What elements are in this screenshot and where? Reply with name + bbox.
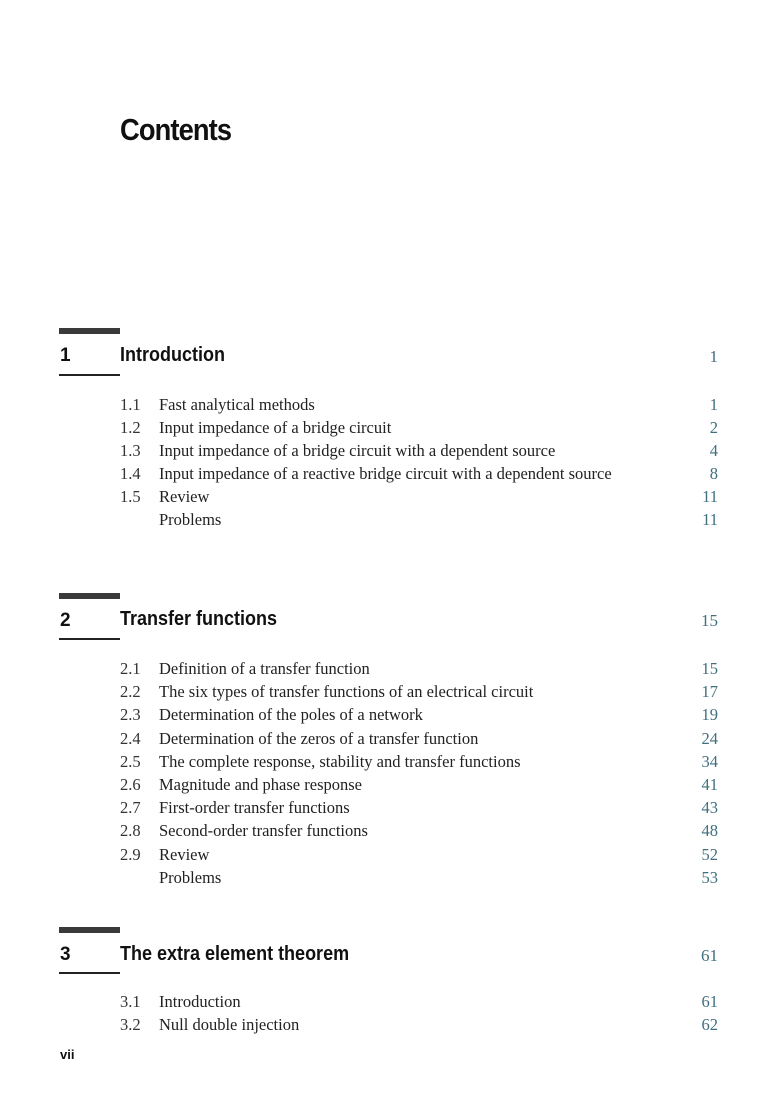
section-page: 15 bbox=[701, 659, 718, 678]
section-number: 2.3 bbox=[120, 705, 141, 724]
section-page: 8 bbox=[709, 464, 718, 483]
section-number: 2.4 bbox=[120, 729, 141, 748]
chapter-bottom-rule bbox=[59, 374, 120, 376]
section-number: 2.1 bbox=[120, 659, 141, 678]
chapter-title[interactable]: Introduction bbox=[120, 344, 225, 366]
section-page: 61 bbox=[701, 992, 718, 1011]
toc-entry[interactable] bbox=[0, 752, 781, 775]
section-page: 52 bbox=[701, 845, 718, 864]
section-number: 1.5 bbox=[120, 487, 141, 506]
section-title: The six types of transfer functions of an electrical circuit bbox=[159, 682, 534, 701]
section-page: 1 bbox=[709, 395, 718, 414]
section-number: 2.6 bbox=[120, 775, 141, 794]
section-page: 19 bbox=[701, 705, 718, 724]
section-number: 1.1 bbox=[120, 395, 141, 414]
chapter-page[interactable]: 15 bbox=[701, 611, 718, 630]
section-number: 2.7 bbox=[120, 798, 141, 817]
section-page: 53 bbox=[701, 868, 718, 887]
section-number: 1.3 bbox=[120, 441, 141, 460]
toc-entry[interactable] bbox=[0, 395, 781, 418]
section-page: 48 bbox=[701, 821, 718, 840]
section-title: Problems bbox=[159, 510, 222, 529]
section-title: Definition of a transfer function bbox=[159, 659, 370, 678]
section-title: Introduction bbox=[159, 992, 241, 1011]
section-title: Fast analytical methods bbox=[159, 395, 315, 414]
toc-entry[interactable] bbox=[0, 510, 781, 533]
section-title: Review bbox=[159, 845, 210, 864]
toc-entry[interactable] bbox=[0, 992, 781, 1015]
section-title: Review bbox=[159, 487, 210, 506]
chapter-top-rule bbox=[59, 927, 120, 933]
toc-entry[interactable] bbox=[0, 418, 781, 441]
chapter-bottom-rule bbox=[59, 638, 120, 640]
section-page: 11 bbox=[702, 510, 718, 529]
section-page: 62 bbox=[701, 1015, 718, 1034]
section-title: Magnitude and phase response bbox=[159, 775, 362, 794]
toc-entry[interactable] bbox=[0, 682, 781, 705]
section-title: Null double injection bbox=[159, 1015, 300, 1034]
section-page: 24 bbox=[701, 729, 718, 748]
section-number: 3.2 bbox=[120, 1015, 141, 1034]
section-title: Second-order transfer functions bbox=[159, 821, 368, 840]
toc-entry[interactable] bbox=[0, 868, 781, 891]
toc-entry[interactable] bbox=[0, 775, 781, 798]
chapter-number: 3 bbox=[60, 944, 71, 965]
chapter-number: 2 bbox=[60, 610, 71, 631]
chapter-page[interactable]: 1 bbox=[709, 347, 718, 366]
section-page: 11 bbox=[702, 487, 718, 506]
section-number: 2.9 bbox=[120, 845, 141, 864]
section-title: Input impedance of a bridge circuit with a dependent source bbox=[159, 441, 556, 460]
toc-entry[interactable] bbox=[0, 845, 781, 868]
toc-entry[interactable] bbox=[0, 798, 781, 821]
section-number: 2.5 bbox=[120, 752, 141, 771]
toc-entry[interactable] bbox=[0, 659, 781, 682]
chapter-top-rule bbox=[59, 328, 120, 334]
section-number: 2.2 bbox=[120, 682, 141, 701]
section-number: 1.2 bbox=[120, 418, 141, 437]
toc-entry[interactable] bbox=[0, 487, 781, 510]
toc-entry[interactable] bbox=[0, 441, 781, 464]
section-page: 41 bbox=[701, 775, 718, 794]
chapter-bottom-rule bbox=[59, 972, 120, 974]
toc-entry[interactable] bbox=[0, 1015, 781, 1038]
section-page: 2 bbox=[709, 418, 718, 437]
section-title: First-order transfer functions bbox=[159, 798, 350, 817]
chapter-title[interactable]: The extra element theorem bbox=[120, 943, 350, 965]
chapter-page[interactable]: 61 bbox=[701, 946, 718, 965]
section-title: The complete response, stability and transfer functions bbox=[159, 752, 521, 771]
toc-entry[interactable] bbox=[0, 705, 781, 728]
page-title: Contents bbox=[120, 112, 232, 147]
section-title: Input impedance of a bridge circuit bbox=[159, 418, 392, 437]
section-number: 3.1 bbox=[120, 992, 141, 1011]
section-page: 43 bbox=[701, 798, 718, 817]
chapter-number: 1 bbox=[60, 345, 71, 366]
section-title: Problems bbox=[159, 868, 222, 887]
section-title: Input impedance of a reactive bridge circuit with a dependent source bbox=[159, 464, 612, 483]
toc-entry[interactable] bbox=[0, 729, 781, 752]
section-title: Determination of the poles of a network bbox=[159, 705, 423, 724]
section-page: 34 bbox=[701, 752, 718, 771]
page-folio: vii bbox=[60, 1047, 75, 1062]
section-page: 4 bbox=[709, 441, 718, 460]
section-title: Determination of the zeros of a transfer function bbox=[159, 729, 479, 748]
section-page: 17 bbox=[701, 682, 718, 701]
section-number: 2.8 bbox=[120, 821, 141, 840]
section-number: 1.4 bbox=[120, 464, 141, 483]
chapter-top-rule bbox=[59, 593, 120, 599]
toc-entry[interactable] bbox=[0, 821, 781, 844]
chapter-title[interactable]: Transfer functions bbox=[120, 608, 278, 630]
toc-entry[interactable] bbox=[0, 464, 781, 487]
